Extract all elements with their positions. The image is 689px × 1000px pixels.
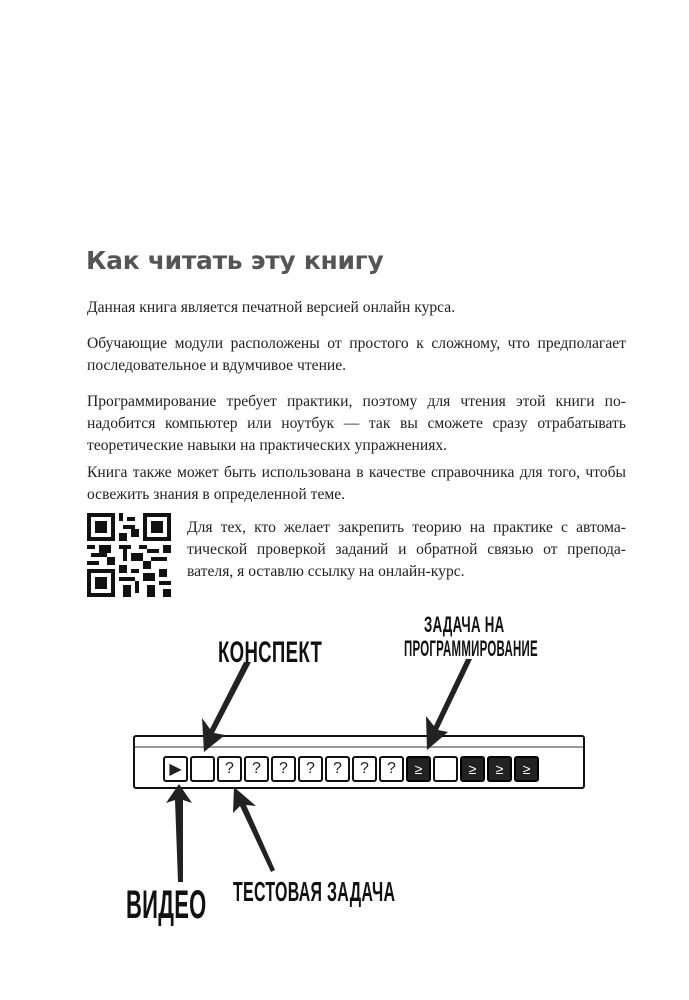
step-video[interactable]: ▶ [163,756,188,782]
step-programming[interactable]: ≥ [514,756,539,782]
step-test[interactable]: ? [244,756,269,782]
arrow-summary-icon [202,662,251,752]
step-test[interactable]: ? [379,756,404,782]
qr-description: Для тех, кто желает закрепить теорию на практике с автоматической проверкой заданий и обратной связью от преподавателя, я оставлю ссылку на онлайн-курс. [187,519,626,580]
arrow-programming-icon [426,659,472,750]
step-programming[interactable]: ≥ [487,756,512,782]
paragraph: Обучающие модули расположены от простого к сложному, что предполагает последовательное и вдумчивое чтение. [87,335,626,374]
step-test[interactable]: ? [325,756,350,782]
step-programming[interactable]: ≥ [460,756,485,782]
arrow-test-icon [233,787,275,872]
label-programming-task-2: ПРОГРАММИРОВАНИЕ [404,636,538,661]
step-test[interactable]: ? [352,756,377,782]
paragraph: Книга также может быть использована в качестве справочника для того, чтобы освежить знания в определенной теме. [87,464,626,503]
arrow-video-icon [166,784,192,882]
step-test[interactable]: ? [271,756,296,782]
label-test-task: ТЕСТОВАЯ ЗАДАЧА [233,876,396,907]
page-title: Как читать эту книгу [86,246,384,275]
label-summary: КОНСПЕКТ [218,636,323,669]
label-programming-task-1: ЗАДАЧА НА [424,612,505,637]
step-programming[interactable]: ≥ [406,756,431,782]
step-test[interactable]: ? [298,756,323,782]
paragraph: Программирование требует практики, поэтому для чтения этой книги понадобится компьютер или ноутбук — так вы сможете сразу отрабатывать теоретические навыки на практических упражнениях. [87,393,626,454]
paragraph: Данная книга является печатной версией онлайн курса. [87,299,456,316]
label-video: ВИДЕО [126,883,207,927]
step-test[interactable]: ? [217,756,242,782]
